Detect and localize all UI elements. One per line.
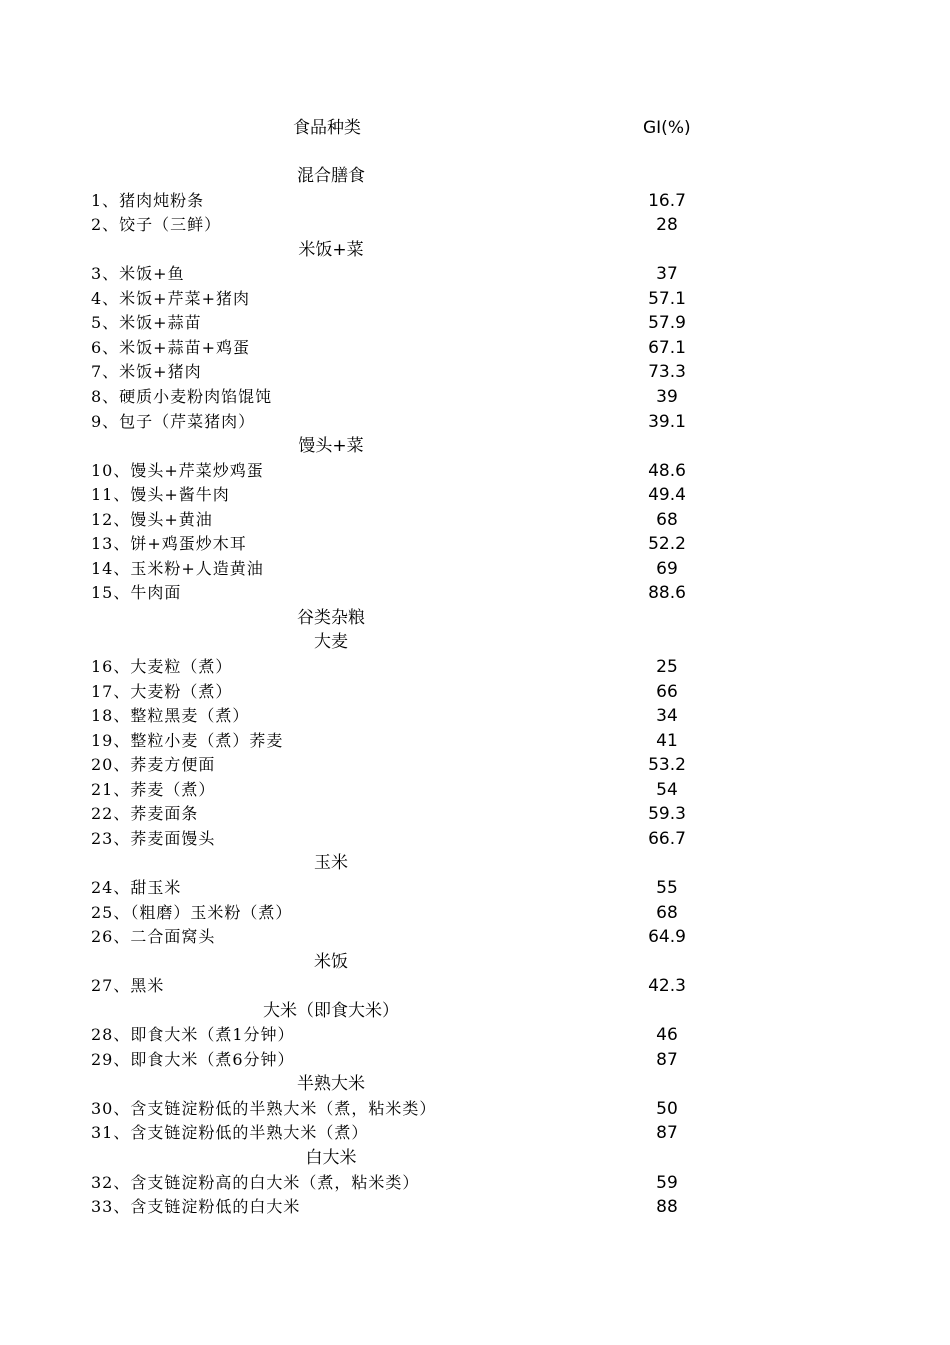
food-row [0,483,950,507]
gi-value: 67.1 [648,337,686,358]
gi-value: 59 [656,1172,678,1193]
gi-value: 59.3 [648,804,686,825]
category-label: 白大米 [305,1148,357,1168]
gi-value: 69 [656,558,678,579]
category-label: 玉米 [314,853,348,874]
food-name: 8、硬质小麦粉肉馅馄饨 [91,386,273,406]
category-label: 混合膳食 [297,166,365,186]
food-name: 22、荞麦面条 [91,804,199,824]
food-name: 16、大麦粒（煮） [91,657,233,676]
gi-value: 64.9 [648,927,686,948]
food-row [0,287,950,311]
gi-value: 53.2 [648,755,686,776]
category-row [0,1072,950,1096]
food-name: 7、米饭+猪肉 [91,362,202,382]
food-row [0,1121,950,1145]
food-row [0,1171,950,1195]
gi-value: 68 [656,509,678,530]
category-row [0,630,950,654]
food-row [0,581,950,605]
gi-value: 88.6 [648,583,686,604]
food-name: 9、包子（芹菜猪肉） [91,411,256,431]
gi-value: 42.3 [648,976,686,997]
food-row [0,680,950,704]
category-row [0,950,950,974]
food-row [0,532,950,556]
food-name: 3、米饭+鱼 [91,264,185,284]
food-row [0,753,950,777]
gi-value: 50 [656,1098,678,1119]
gi-value: 25 [656,657,678,677]
food-name: 27、黑米 [91,976,165,996]
gi-value: 66.7 [648,828,686,849]
gi-value: 57.1 [648,288,686,309]
food-name: 12、馒头+黄油 [91,509,213,529]
food-name: 14、玉米粉+人造黄油 [91,558,264,578]
gi-value: 39 [656,386,678,407]
food-row [0,704,950,728]
food-row [0,262,950,286]
category-row [0,999,950,1023]
gi-value: 73.3 [648,362,686,383]
gi-value: 41 [656,730,678,751]
food-name: 33、含支链淀粉低的白大米 [91,1197,301,1217]
gi-value: 68 [656,902,678,923]
food-row [0,1195,950,1219]
gi-value: 55 [656,877,678,898]
food-name: 5、米饭+蒜苗 [91,313,202,333]
category-row [0,606,950,630]
category-label: 大米（即食大米） [263,1000,399,1021]
food-name: 23、荞麦面馒头 [91,828,216,848]
gi-value: 16.7 [648,190,686,211]
food-row [0,311,950,335]
food-row [0,336,950,360]
food-name: 21、荞麦（煮） [91,779,216,799]
food-row [0,974,950,998]
gi-value: 57.9 [648,313,686,334]
gi-value: 66 [656,681,678,702]
category-row [0,851,950,875]
gi-value: 49.4 [648,485,686,506]
food-row [0,1023,950,1047]
food-name: 30、含支链淀粉低的半熟大米（煮，粘米类） [91,1098,437,1118]
gi-value: 37 [656,264,678,285]
food-name: 4、米饭+芹菜+猪肉 [91,288,250,308]
food-row [0,1048,950,1072]
food-row [0,213,950,237]
food-row [0,778,950,802]
food-row [0,1097,950,1121]
food-row [0,729,950,753]
category-label: 大麦 [314,632,348,653]
food-name: 19、整粒小麦（煮）荞麦 [91,730,284,750]
food-name: 17、大麦粉（煮） [91,681,233,701]
category-label: 米饭 [314,951,348,972]
food-name: 2、饺子（三鲜） [91,215,222,235]
food-name: 31、含支链淀粉低的半熟大米（煮） [91,1123,369,1143]
food-name: 24、甜玉米 [91,877,182,897]
food-row [0,802,950,826]
gi-value: 87 [656,1049,678,1070]
gi-value: 88 [656,1197,678,1218]
food-name: 1、猪肉炖粉条 [91,190,205,210]
food-row [0,385,950,409]
food-row [0,925,950,949]
food-name: 13、饼+鸡蛋炒木耳 [91,534,247,554]
food-name: 20、荞麦方便面 [91,755,216,775]
food-type-header: 食品种类 [293,118,361,138]
gi-value: 52.2 [648,534,686,555]
food-name: 6、米饭+蒜苗+鸡蛋 [91,337,250,357]
gi-value: 54 [656,779,678,800]
food-row [0,557,950,581]
category-label: 半熟大米 [297,1074,365,1095]
food-name: 15、牛肉面 [91,583,182,603]
food-row [0,189,950,213]
food-name: 32、含支链淀粉高的白大米（煮，粘米类） [91,1172,420,1192]
food-row [0,827,950,851]
food-name: 11、馒头+酱牛肉 [91,485,230,505]
category-row [0,1146,950,1170]
food-name: 28、即食大米（煮1分钟） [91,1025,295,1045]
gi-value: 34 [656,706,678,727]
food-row [0,508,950,532]
gi-value: 28 [656,215,678,236]
gi-value: 48.6 [648,460,686,481]
category-label: 谷类杂粮 [297,607,365,628]
food-row [0,655,950,679]
category-label: 米饭+菜 [298,239,364,260]
food-row [0,459,950,483]
food-row [0,901,950,925]
food-row [0,410,950,434]
food-name: 25、（粗磨）玉米粉（煮） [91,902,293,922]
gi-header: GI(%) [643,118,691,138]
food-row [0,360,950,384]
category-row [0,238,950,262]
food-name: 26、二合面窝头 [91,927,216,947]
gi-value: 46 [656,1025,678,1046]
food-row [0,876,950,900]
food-name: 18、整粒黑麦（煮） [91,706,250,726]
food-name: 29、即食大米（煮6分钟） [91,1049,295,1069]
category-label: 馒头+菜 [298,436,364,457]
category-row [0,164,950,188]
gi-value: 87 [656,1123,678,1144]
gi-value: 39.1 [648,411,686,432]
food-name: 10、馒头+芹菜炒鸡蛋 [91,460,264,480]
category-row [0,434,950,458]
